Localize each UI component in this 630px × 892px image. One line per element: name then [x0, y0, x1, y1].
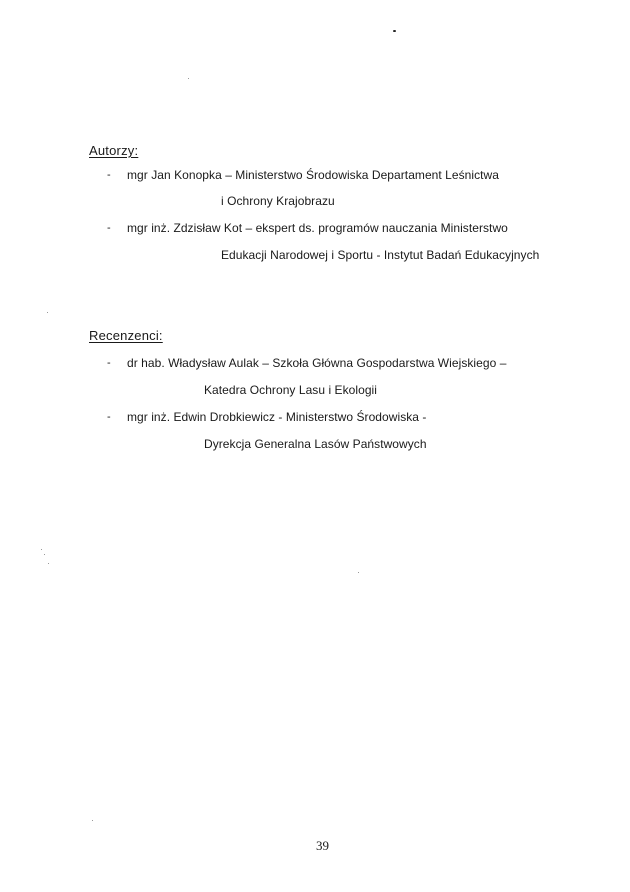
scan-speck — [47, 312, 48, 313]
author-2-line-1: mgr inż. Zdzisław Kot – ekspert ds. programów nauczania Ministerstwo — [127, 221, 508, 235]
reviewer-2-line-2: Dyrekcja Generalna Lasów Państwowych — [204, 437, 427, 451]
authors-heading: Autorzy: — [89, 143, 139, 158]
author-1-line-1: mgr Jan Konopka – Ministerstwo Środowiska Departament Leśnictwa — [127, 168, 499, 182]
scan-speck — [358, 572, 359, 573]
reviewers-heading: Recenzenci: — [89, 328, 163, 343]
reviewer-2-bullet: - — [107, 411, 111, 423]
author-1-bullet: - — [107, 169, 111, 181]
author-2-line-2: Edukacji Narodowej i Sportu - Instytut Badań Edukacyjnych — [221, 248, 540, 262]
scan-speck — [44, 554, 45, 555]
reviewer-1-line-2: Katedra Ochrony Lasu i Ekologii — [204, 383, 377, 397]
scan-speck — [41, 549, 42, 550]
scan-speck — [92, 820, 93, 821]
reviewer-1-bullet: - — [107, 357, 111, 369]
reviewer-2-line-1: mgr inż. Edwin Drobkiewicz - Ministerstwo Środowiska - — [127, 410, 427, 424]
scan-speck — [48, 563, 49, 564]
page-number: 39 — [316, 838, 329, 853]
scan-speck — [393, 30, 396, 32]
reviewer-1-line-1: dr hab. Władysław Aulak – Szkoła Główna Gospodarstwa Wiejskiego – — [127, 356, 507, 370]
scan-speck — [188, 78, 189, 79]
author-2-bullet: - — [107, 222, 111, 234]
author-1-line-2: i Ochrony Krajobrazu — [221, 194, 335, 208]
